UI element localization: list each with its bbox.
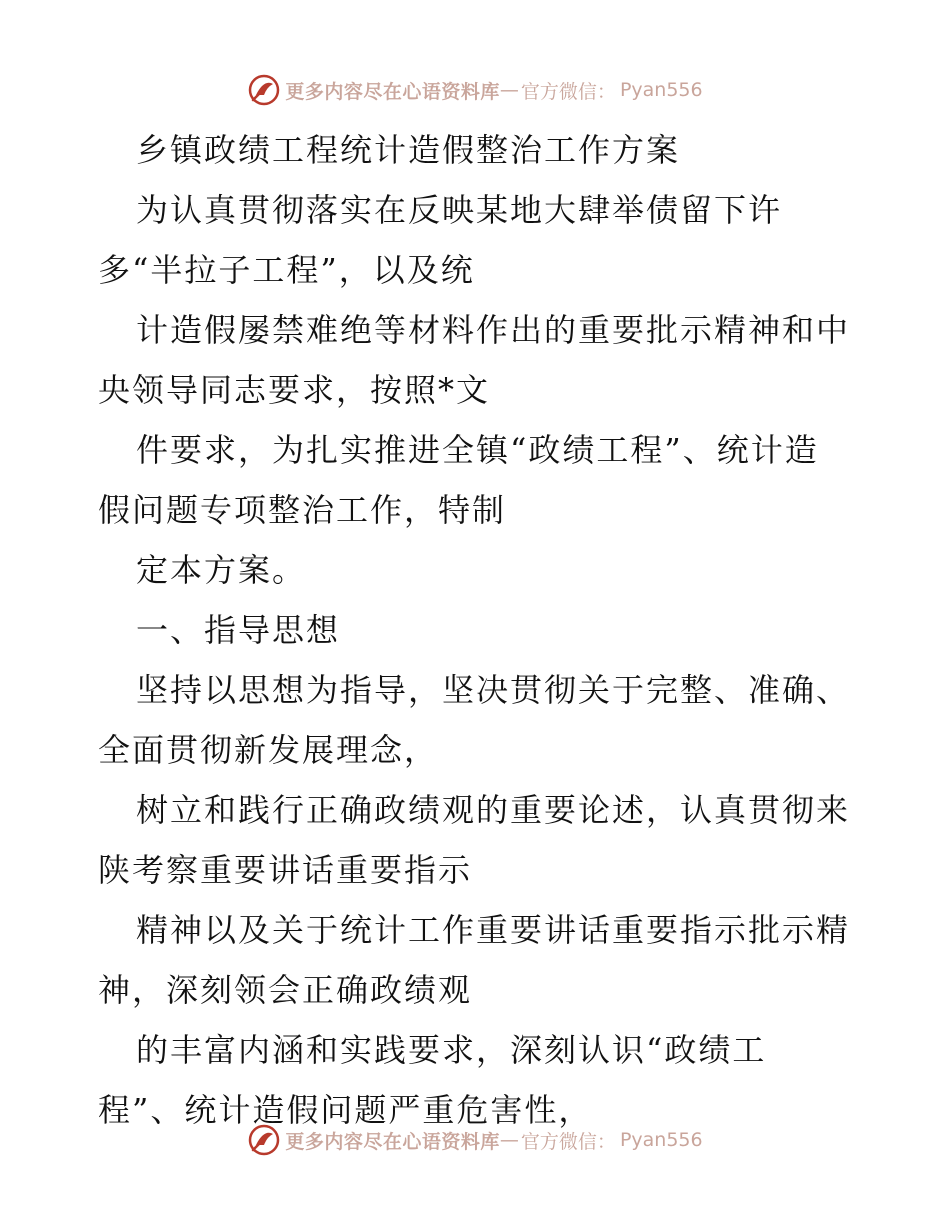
watermark-main-text: 更多内容尽在心语资料库	[285, 80, 500, 103]
document-line: 定本方案。	[136, 551, 307, 589]
document-line: 坚持以思想为指导，坚决贯彻关于完整、准确、	[136, 671, 851, 709]
document-line: 精神以及关于统计工作重要讲话重要指示批示精	[136, 911, 851, 949]
document-body	[98, 120, 858, 1140]
document-line: 陕考察重要讲话重要指示	[98, 851, 473, 889]
watermark-dash: —	[499, 79, 519, 101]
document-line: 央领导同志要求，按照*文	[98, 371, 491, 409]
watermark-wechat-id: Pyan556	[619, 1129, 703, 1151]
document-line: 计造假屡禁难绝等材料作出的重要批示精神和中	[136, 311, 851, 349]
watermark-dash: —	[499, 1129, 519, 1151]
watermark-wechat-id: Pyan556	[619, 79, 703, 101]
document-line: 多“半拉子工程”，以及统	[98, 251, 475, 289]
document-line: 件要求，为扎实推进全镇“政绩工程”、统计造	[136, 431, 819, 469]
watermark-sub-text: 官方微信：	[520, 80, 616, 103]
watermark-main-text: 更多内容尽在心语资料库	[285, 1130, 500, 1153]
document-line: 树立和践行正确政绩观的重要论述，认真贯彻来	[136, 791, 851, 829]
document-line: 假问题专项整治工作，特制	[98, 491, 507, 529]
brand-logo-icon	[247, 1123, 281, 1157]
document-line: 神，深刻领会正确政绩观	[98, 971, 473, 1009]
header-watermark	[0, 70, 950, 110]
footer-watermark	[0, 1120, 950, 1160]
document-line: 程”、统计造假问题严重危害性，	[98, 1091, 593, 1129]
document-line: 乡镇政绩工程统计造假整治工作方案	[136, 131, 681, 169]
document-line: 为认真贯彻落实在反映某地大肆举债留下许	[136, 191, 783, 229]
document-line: 全面贯彻新发展理念，	[98, 731, 439, 769]
watermark-sub-text: 官方微信：	[520, 1130, 616, 1153]
document-line: 的丰富内涵和实践要求，深刻认识“政绩工	[136, 1031, 767, 1069]
document-line: 一、指导思想	[136, 611, 341, 649]
brand-logo-icon	[247, 73, 281, 107]
